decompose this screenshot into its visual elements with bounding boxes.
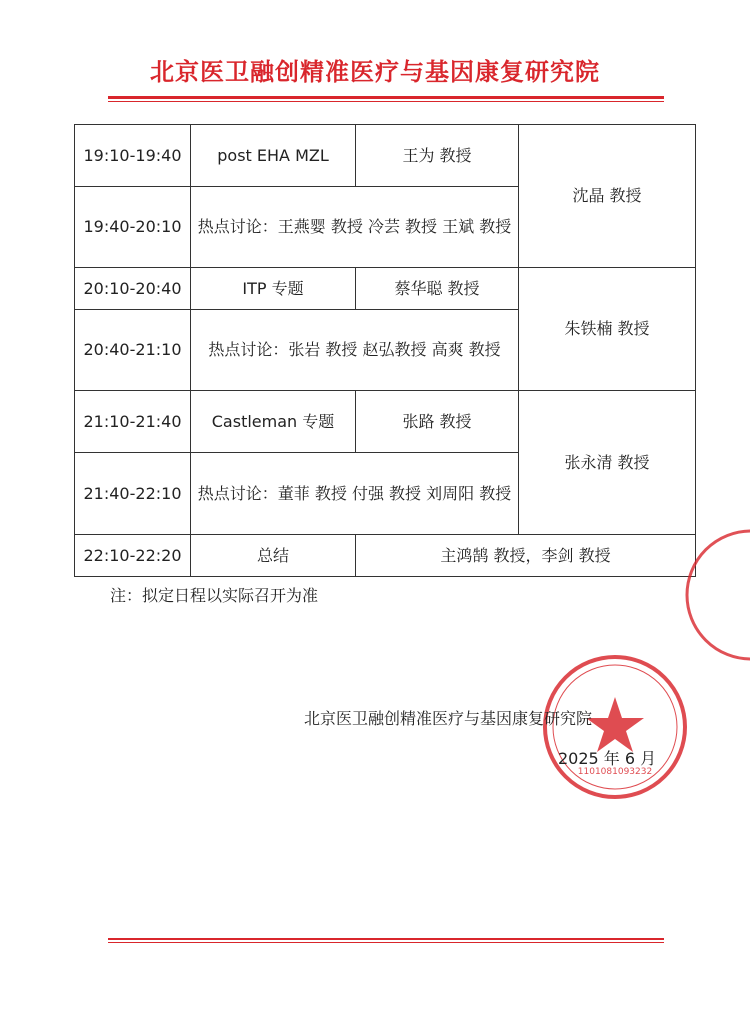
header-rule-thick [108,96,664,99]
partial-seal-icon [676,520,750,670]
chair-cell: 张永清 教授 [519,391,696,535]
issue-date: 2025 年 6 月 [558,749,657,768]
header-rule-thin [108,101,664,102]
footer-rule-thin [108,942,664,943]
svg-text:1101081093232: 1101081093232 [577,767,653,777]
footer-rule-thick [108,938,664,940]
time-cell: 19:10-19:40 [75,125,191,187]
chair-cell: 沈晶 教授 [519,125,696,268]
schedule-note: 注：拟定日程以实际召开为准 [110,586,319,605]
table-row [75,391,696,453]
topic-cell: ITP 专题 [191,268,356,310]
discussion-cell: 热点讨论：王燕婴 教授 冷芸 教授 王斌 教授 [191,187,519,268]
speaker-cell: 张路 教授 [356,391,519,453]
chair-cell: 朱铁楠 教授 [519,268,696,391]
table-row [75,535,696,577]
time-cell: 22:10-22:20 [75,535,191,577]
topic-cell: 总结 [191,535,356,577]
issuing-organization: 北京医卫融创精准医疗与基因康复研究院 [304,709,593,728]
letterhead-title: 北京医卫融创精准医疗与基因康复研究院 [150,57,600,86]
table-row [75,125,696,187]
speaker-cell: 蔡华聪 教授 [356,268,519,310]
time-cell: 21:40-22:10 [75,453,191,535]
speaker-cell: 王为 教授 [356,125,519,187]
time-cell: 20:40-21:10 [75,310,191,391]
topic-cell: post EHA MZL [191,125,356,187]
speaker-cell: 主鸿鹄 教授，李剑 教授 [356,535,696,577]
topic-cell: Castleman 专题 [191,391,356,453]
time-cell: 19:40-20:10 [75,187,191,268]
table-row [75,268,696,310]
discussion-cell: 热点讨论：董菲 教授 付强 教授 刘周阳 教授 [191,453,519,535]
discussion-cell: 热点讨论：张岩 教授 赵弘教授 高爽 教授 [191,310,519,391]
time-cell: 21:10-21:40 [75,391,191,453]
time-cell: 20:10-20:40 [75,268,191,310]
schedule-table [74,124,696,577]
